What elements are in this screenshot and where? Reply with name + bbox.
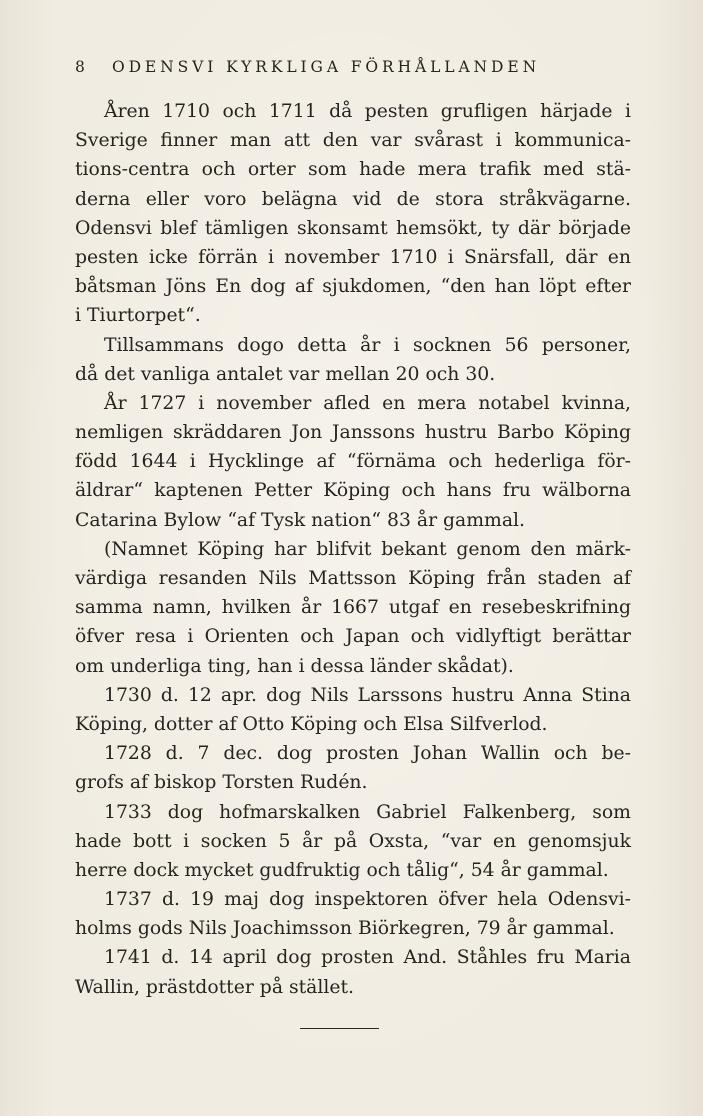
text-line: År 1727 i november afled en mera notabel kvinna,	[104, 392, 631, 414]
paragraph-1730	[75, 681, 631, 739]
paragraph-koping-name	[75, 535, 631, 681]
text-line: 1737 d. 19 maj dog inspektoren öfver hela Odensvi-	[104, 889, 631, 911]
text-line: Åren 1710 och 1711 då pesten grufligen härjade i	[104, 101, 631, 122]
text-line: (Namnet Köping har blifvit bekant genom den märk-	[104, 538, 631, 560]
text-line: Tillsammans dogo detta år i socknen 56 personer,	[104, 334, 631, 356]
text-line: äldrar“ kaptenen Petter Köping och hans fru wälborna	[75, 480, 631, 502]
paragraph-1733	[75, 798, 631, 886]
text-line: grofs af biskop Torsten Rudén.	[75, 772, 368, 794]
text-line: pesten icke förrän i november 1710 i Snärsfall, där en	[75, 246, 631, 268]
body-text	[75, 97, 631, 1002]
paragraph-1741	[75, 943, 631, 1001]
text-line: Wallin, prästdotter på stället.	[75, 976, 355, 998]
text-line: född 1644 i Hycklinge af “förnäma och hederliga för-	[75, 451, 631, 473]
text-line: båtsman Jöns En dog af sjukdomen, “den han löpt efter	[75, 276, 631, 298]
paragraph-1737	[75, 885, 631, 943]
text-line: tions-centra och orter som hade mera trafik med stä-	[75, 159, 631, 181]
page-number: 8	[75, 58, 89, 76]
running-title: ODENSVI KYRKLIGA FÖRHÅLLANDEN	[112, 58, 541, 76]
text-line: 1728 d. 7 dec. dog prosten Johan Wallin och be-	[104, 743, 631, 765]
text-line: i Tiurtorpet“.	[75, 305, 201, 327]
text-line: 1730 d. 12 apr. dog Nils Larssons hustru Anna Stina	[104, 684, 631, 706]
text-line: värdiga resanden Nils Mattsson Köping från staden af	[75, 568, 631, 589]
paragraph-barbo-koping	[75, 389, 631, 535]
text-line: 1741 d. 14 april dog prosten And. Ståhles fru Maria	[104, 947, 631, 969]
text-line: öfver resa i Orienten och Japan och vidlyftigt berättar	[75, 626, 631, 648]
text-line: om underliga ting, han i dessa länder skådat).	[75, 655, 514, 677]
text-line: Köping, dotter af Otto Köping och Elsa Silfverlod.	[75, 713, 548, 735]
text-line: samma namn, hvilken år 1667 utgaf en resebeskrifning	[75, 597, 631, 619]
running-header	[75, 58, 635, 82]
text-line: Sverige finner man att den var svårast i kommunica-	[75, 130, 631, 152]
text-line: derna eller voro belägna vid de stora stråkvägarne.	[75, 188, 631, 210]
text-line: holms gods Nils Joachimsson Biörkegren, 79 år gammal.	[75, 918, 615, 940]
paragraph-death-count	[75, 331, 631, 389]
section-divider	[300, 1028, 379, 1029]
text-line: nemligen skräddaren Jon Janssons hustru Barbo Köping	[75, 422, 631, 444]
paragraph-plague-1710	[75, 97, 631, 331]
paragraph-1728	[75, 739, 631, 797]
text-line: då det vanliga antalet var mellan 20 och 30.	[75, 363, 496, 385]
text-line: Catarina Bylow “af Tysk nation“ 83 år gammal.	[75, 509, 526, 531]
text-line: 1733 dog hofmarskalken Gabriel Falkenberg, som	[104, 801, 631, 823]
text-line: hade bott i socken 5 år på Oxsta, “var en genomsjuk	[75, 830, 631, 852]
text-line: herre dock mycket gudfruktig och tålig“, 54 år gammal.	[75, 859, 609, 881]
text-line: Odensvi blef tämligen skonsamt hemsökt, ty där började	[75, 217, 631, 239]
